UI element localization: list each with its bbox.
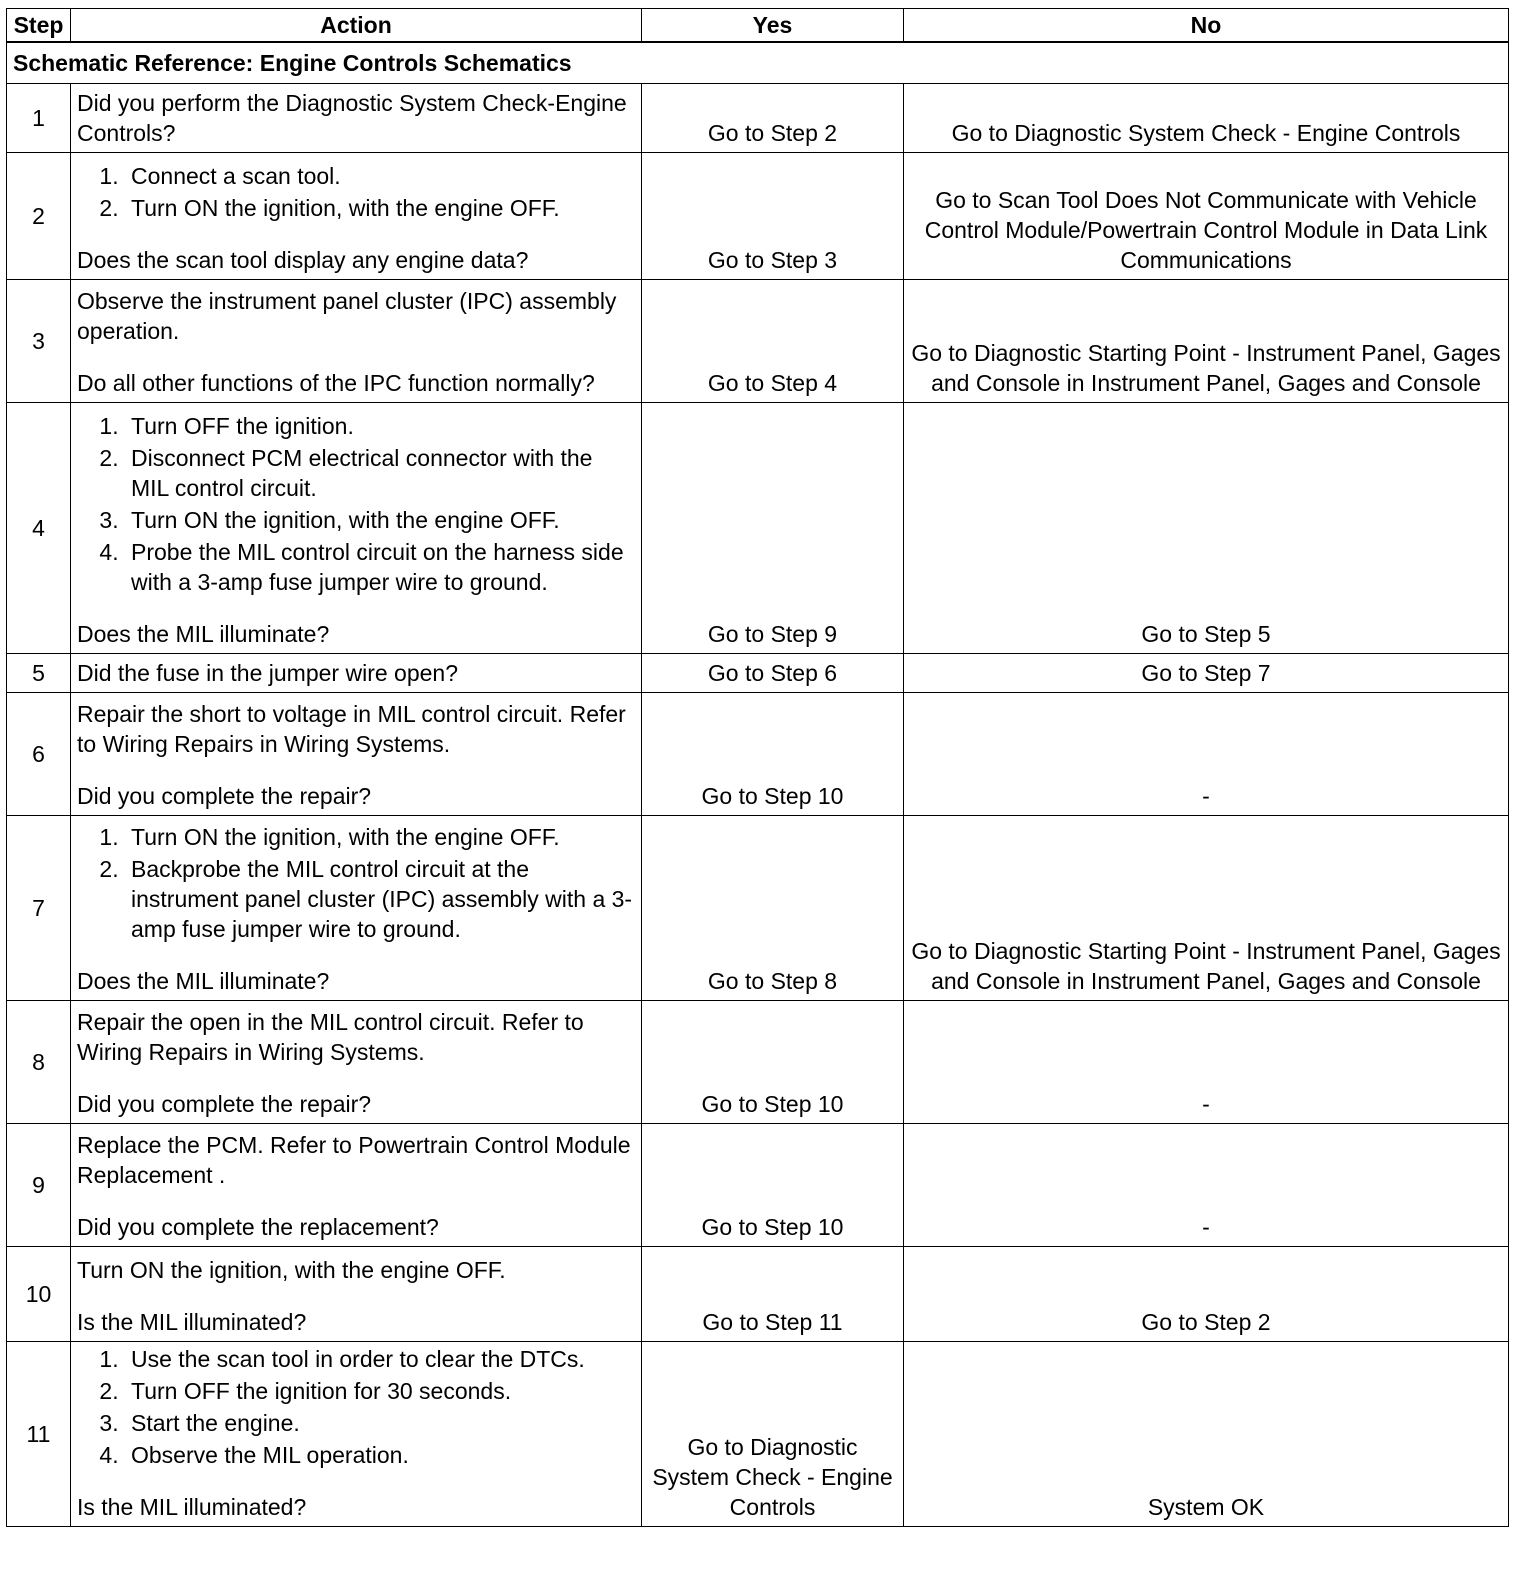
action-question: Did you perform the Diagnostic System Check-Engine Controls? <box>77 90 627 146</box>
schematic-reference: Schematic Reference: Engine Controls Schematics <box>7 42 1509 84</box>
table-row <box>7 1001 1509 1124</box>
no-result: System OK <box>904 1342 1509 1527</box>
action-cell <box>71 1342 642 1527</box>
action-question: Did you complete the replacement? <box>77 1214 439 1240</box>
table-row <box>7 280 1509 403</box>
yes-result: Go to Step 10 <box>642 1001 904 1124</box>
yes-result: Go to Step 2 <box>642 84 904 153</box>
action-step-item: 1. Turn OFF the ignition. <box>125 411 635 441</box>
table-row <box>7 693 1509 816</box>
table-row <box>7 153 1509 280</box>
step-number: 7 <box>7 816 71 1001</box>
step-number: 10 <box>7 1247 71 1342</box>
diagnostic-table <box>6 8 1509 1527</box>
action-question: Did the fuse in the jumper wire open? <box>77 660 458 686</box>
no-result: Go to Step 2 <box>904 1247 1509 1342</box>
action-cell <box>71 654 642 693</box>
action-cell <box>71 280 642 403</box>
action-cell <box>71 693 642 816</box>
header-yes: Yes <box>642 9 904 43</box>
no-result: - <box>904 1124 1509 1247</box>
yes-result: Go to Step 6 <box>642 654 904 693</box>
yes-result: Go to Step 10 <box>642 693 904 816</box>
action-step-item: 2. Backprobe the MIL control circuit at the instrument panel cluster (IPC) assembly with a 3-amp fuse jumper wire to ground. <box>125 854 635 944</box>
no-result: Go to Step 5 <box>904 403 1509 654</box>
action-cell <box>71 1001 642 1124</box>
step-number: 11 <box>7 1342 71 1527</box>
no-result: Go to Diagnostic Starting Point - Instrument Panel, Gages and Console in Instrument Panel, Gages and Console <box>904 816 1509 1001</box>
header-action: Action <box>71 9 642 43</box>
action-instruction: Observe the instrument panel cluster (IPC) assembly operation. <box>77 288 617 344</box>
yes-result: Go to Diagnostic System Check - Engine Controls <box>642 1342 904 1527</box>
yes-result: Go to Step 8 <box>642 816 904 1001</box>
table-row <box>7 1342 1509 1527</box>
header-row <box>7 9 1509 43</box>
action-question: Is the MIL illuminated? <box>77 1309 307 1335</box>
no-result: Go to Step 7 <box>904 654 1509 693</box>
step-number: 6 <box>7 693 71 816</box>
action-question: Does the MIL illuminate? <box>77 621 330 647</box>
action-step-item: 3. Turn ON the ignition, with the engine OFF. <box>125 505 635 535</box>
action-cell <box>71 153 642 280</box>
action-step-item: 4. Probe the MIL control circuit on the harness side with a 3-amp fuse jumper wire to ground. <box>125 537 635 597</box>
action-question: Does the scan tool display any engine data? <box>77 247 529 273</box>
action-cell <box>71 816 642 1001</box>
schematic-reference-row <box>7 42 1509 84</box>
action-step-list <box>77 161 635 223</box>
yes-result: Go to Step 3 <box>642 153 904 280</box>
table-row <box>7 654 1509 693</box>
action-step-list <box>77 411 635 597</box>
header-step: Step <box>7 9 71 43</box>
action-cell <box>71 403 642 654</box>
action-step-item: 1. Turn ON the ignition, with the engine OFF. <box>125 822 635 852</box>
step-number: 3 <box>7 280 71 403</box>
yes-result: Go to Step 11 <box>642 1247 904 1342</box>
action-instruction: Replace the PCM. Refer to Powertrain Control Module Replacement . <box>77 1132 631 1188</box>
step-number: 1 <box>7 84 71 153</box>
action-step-list <box>77 822 635 944</box>
yes-result: Go to Step 9 <box>642 403 904 654</box>
table-row <box>7 816 1509 1001</box>
action-question: Does the MIL illuminate? <box>77 968 330 994</box>
step-number: 4 <box>7 403 71 654</box>
step-number: 5 <box>7 654 71 693</box>
action-question: Is the MIL illuminated? <box>77 1494 307 1520</box>
no-result: Go to Diagnostic System Check - Engine Controls <box>904 84 1509 153</box>
table-row <box>7 84 1509 153</box>
action-instruction: Repair the short to voltage in MIL control circuit. Refer to Wiring Repairs in Wiring Systems. <box>77 701 626 757</box>
no-result: - <box>904 1001 1509 1124</box>
no-result: Go to Scan Tool Does Not Communicate with Vehicle Control Module/Powertrain Control Module in Data Link Communications <box>904 153 1509 280</box>
action-question: Did you complete the repair? <box>77 1091 372 1117</box>
table-row <box>7 1247 1509 1342</box>
action-question: Do all other functions of the IPC function normally? <box>77 370 595 396</box>
step-number: 2 <box>7 153 71 280</box>
action-question: Did you complete the repair? <box>77 783 372 809</box>
no-result: Go to Diagnostic Starting Point - Instrument Panel, Gages and Console in Instrument Panel, Gages and Console <box>904 280 1509 403</box>
action-step-item: 4. Observe the MIL operation. <box>125 1440 635 1470</box>
action-step-item: 3. Start the engine. <box>125 1408 635 1438</box>
step-number: 9 <box>7 1124 71 1247</box>
no-result: - <box>904 693 1509 816</box>
action-instruction: Repair the open in the MIL control circuit. Refer to Wiring Repairs in Wiring Systems. <box>77 1009 584 1065</box>
step-number: 8 <box>7 1001 71 1124</box>
table-row <box>7 1124 1509 1247</box>
action-step-list <box>77 1344 635 1470</box>
action-step-item: 2. Turn OFF the ignition for 30 seconds. <box>125 1376 635 1406</box>
action-cell <box>71 1124 642 1247</box>
action-cell <box>71 1247 642 1342</box>
action-instruction: Turn ON the ignition, with the engine OFF. <box>77 1257 506 1283</box>
action-step-item: 1. Use the scan tool in order to clear the DTCs. <box>125 1344 635 1374</box>
action-cell <box>71 84 642 153</box>
table-row <box>7 403 1509 654</box>
action-step-item: 2. Disconnect PCM electrical connector with the MIL control circuit. <box>125 443 635 503</box>
yes-result: Go to Step 4 <box>642 280 904 403</box>
header-no: No <box>904 9 1509 43</box>
yes-result: Go to Step 10 <box>642 1124 904 1247</box>
action-step-item: 1. Connect a scan tool. <box>125 161 635 191</box>
action-step-item: 2. Turn ON the ignition, with the engine OFF. <box>125 193 635 223</box>
